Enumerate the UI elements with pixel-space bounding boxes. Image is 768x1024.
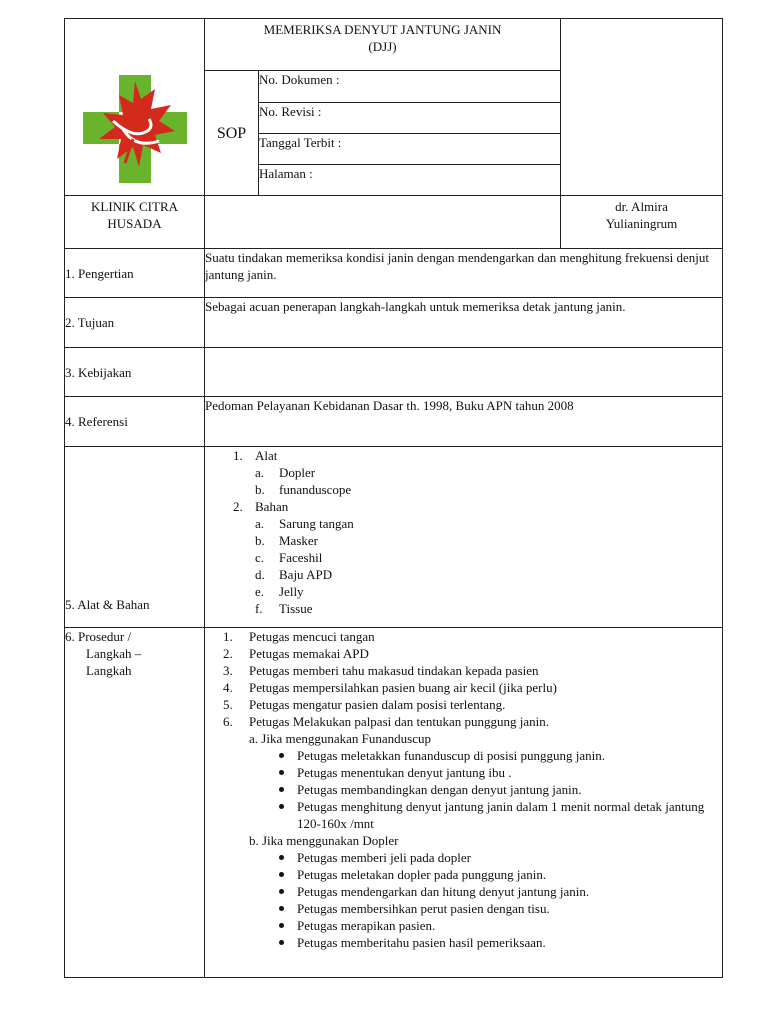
bullet-icon: [279, 940, 284, 945]
item-text: Tissue: [279, 601, 313, 616]
alat-bahan-list: [205, 447, 723, 628]
field-tanggal-terbit: Tanggal Terbit :: [259, 134, 561, 165]
prosedur-label-line-3: Langkah: [86, 663, 132, 678]
item-letter: e.: [255, 584, 265, 599]
bullet-item: [211, 883, 716, 900]
bullet-icon: [279, 753, 284, 758]
sop-document: [64, 18, 722, 976]
label-tujuan: 2. Tujuan: [65, 298, 205, 348]
sub-heading-funanduscup: a. Jika menggunakan Funanduscup: [249, 731, 431, 746]
text-pengertian: Suatu tindakan memeriksa kondisi janin dengan mendengarkan dan menghitung frekuensi denjut jantung janin.: [205, 249, 723, 298]
title-line-1: MEMERIKSA DENYUT JANTUNG JANIN: [263, 22, 502, 37]
item-letter: a.: [255, 465, 265, 480]
item-text: Faceshil: [279, 550, 323, 565]
signer: [561, 196, 723, 249]
step-num: 4.: [223, 680, 233, 695]
bullet-text: Petugas meletakan dopler pada punggung janin.: [297, 867, 547, 882]
item-letter: a.: [255, 516, 265, 531]
bullet-icon: [279, 804, 284, 809]
item-letter: d.: [255, 567, 265, 582]
item-text: Baju APD: [279, 567, 333, 582]
group-alat: [233, 447, 716, 464]
label-alat-bahan: 5. Alat & Bahan: [65, 447, 205, 628]
group-title: Alat: [255, 448, 278, 463]
clinic-line-1: KLINIK CITRA: [90, 199, 178, 214]
group-bahan: [233, 498, 716, 515]
bullet-text: Petugas membersihkan perut pasien dengan tisu.: [297, 901, 550, 916]
bullet-item: [211, 798, 716, 832]
step-num: 3.: [223, 663, 233, 678]
prosedur-label-line-2: Langkah –: [86, 646, 142, 661]
bullet-item: [211, 849, 716, 866]
step-text: Petugas mencuci tangan: [249, 629, 375, 644]
sop-label: SOP: [205, 71, 259, 196]
item-text: Sarung tangan: [279, 516, 354, 531]
step: [211, 696, 716, 713]
bullet-text: Petugas menentukan denyut jantung ibu .: [297, 765, 512, 780]
step: [211, 645, 716, 662]
list-item: [255, 583, 716, 600]
field-halaman: Halaman :: [259, 165, 561, 196]
item-letter: f.: [255, 601, 263, 616]
bullet-icon: [279, 906, 284, 911]
bullet-icon: [279, 855, 284, 860]
list-item: [255, 566, 716, 583]
item-text: Dopler: [279, 465, 316, 480]
list-item: [255, 549, 716, 566]
title-line-2: (DJJ): [368, 39, 397, 54]
bullet-icon: [279, 889, 284, 894]
bullet-item: [211, 900, 716, 917]
item-text: Masker: [279, 533, 318, 548]
bullet-text: Petugas mendengarkan dan hitung denyut jantung janin.: [297, 884, 590, 899]
bullet-icon: [279, 770, 284, 775]
step-text: Petugas Melakukan palpasi dan tentukan punggung janin.: [249, 714, 550, 729]
field-no-dokumen: No. Dokumen :: [259, 71, 561, 103]
bullet-text: Petugas memberi jeli pada dopler: [297, 850, 472, 865]
list-item: [255, 600, 716, 617]
sop-table: [64, 18, 723, 978]
signer-line-1: dr. Almira: [615, 199, 668, 214]
bullet-item: [211, 934, 716, 951]
header-right-blank: [561, 19, 723, 196]
document-title: [205, 19, 561, 71]
label-referensi: 4. Referensi: [65, 397, 205, 447]
sub-heading-dopler: b. Jika menggunakan Dopler: [249, 833, 399, 848]
text-referensi: Pedoman Pelayanan Kebidanan Dasar th. 1998, Buku APN tahun 2008: [205, 397, 723, 447]
step-num: 6.: [223, 714, 233, 729]
step-text: Petugas memberi tahu makasud tindakan kepada pasien: [249, 663, 539, 678]
step: [211, 713, 716, 730]
step-num: 5.: [223, 697, 233, 712]
prosedur-label-line-1: 6. Prosedur /: [65, 629, 132, 644]
field-no-revisi: No. Revisi :: [259, 103, 561, 134]
step: [211, 679, 716, 696]
step: [211, 628, 716, 645]
bullet-icon: [279, 787, 284, 792]
step-text: Petugas mempersilahkan pasien buang air kecil (jika perlu): [249, 680, 557, 695]
item-text: funanduscope: [279, 482, 352, 497]
step-text: Petugas memakai APD: [249, 646, 369, 661]
bullet-item: [211, 764, 716, 781]
bullet-item: [211, 747, 716, 764]
bullet-item: [211, 781, 716, 798]
bullet-text: Petugas menghitung denyut jantung janin dalam 1 menit normal detak jantung 120-160x /mnt: [297, 799, 705, 831]
group-num: 2.: [233, 499, 243, 514]
bahan-items: [255, 515, 716, 617]
logo-cell: [65, 19, 205, 196]
step: [211, 662, 716, 679]
item-letter: b.: [255, 533, 265, 548]
step-text: Petugas mengatur pasien dalam posisi terlentang.: [249, 697, 506, 712]
clinic-line-2: HUSADA: [107, 216, 162, 231]
clinic-middle-blank: [205, 196, 561, 249]
list-item: [255, 464, 716, 481]
group-num: 1.: [233, 448, 243, 463]
bullet-icon: [279, 923, 284, 928]
alat-items: [255, 464, 716, 498]
list-item: [255, 515, 716, 532]
medical-cross-leaf-icon: [65, 19, 203, 195]
step-num: 2.: [223, 646, 233, 661]
item-text: Jelly: [279, 584, 304, 599]
bullet-item: [211, 866, 716, 883]
bullet-icon: [279, 872, 284, 877]
bullet-item: [211, 917, 716, 934]
label-kebijakan: 3. Kebijakan: [65, 348, 205, 397]
bullet-text: Petugas memberitahu pasien hasil pemeriksaan.: [297, 935, 546, 950]
item-letter: b.: [255, 482, 265, 497]
label-prosedur: [65, 628, 205, 978]
list-item: [255, 532, 716, 549]
signer-line-2: Yulianingrum: [605, 216, 678, 231]
bullet-text: Petugas meletakkan funanduscup di posisi punggung janin.: [297, 748, 605, 763]
text-kebijakan: [205, 348, 723, 397]
bullet-text: Petugas membandingkan dengan denyut jantung janin.: [297, 782, 582, 797]
group-title: Bahan: [255, 499, 289, 514]
step-num: 1.: [223, 629, 233, 644]
bullet-text: Petugas merapikan pasien.: [297, 918, 436, 933]
list-item: [255, 481, 716, 498]
item-letter: c.: [255, 550, 265, 565]
prosedur-steps: [205, 628, 723, 978]
text-tujuan: Sebagai acuan penerapan langkah-langkah untuk memeriksa detak jantung janin.: [205, 298, 723, 348]
clinic-name: [65, 196, 205, 249]
label-pengertian: 1. Pengertian: [65, 249, 205, 298]
